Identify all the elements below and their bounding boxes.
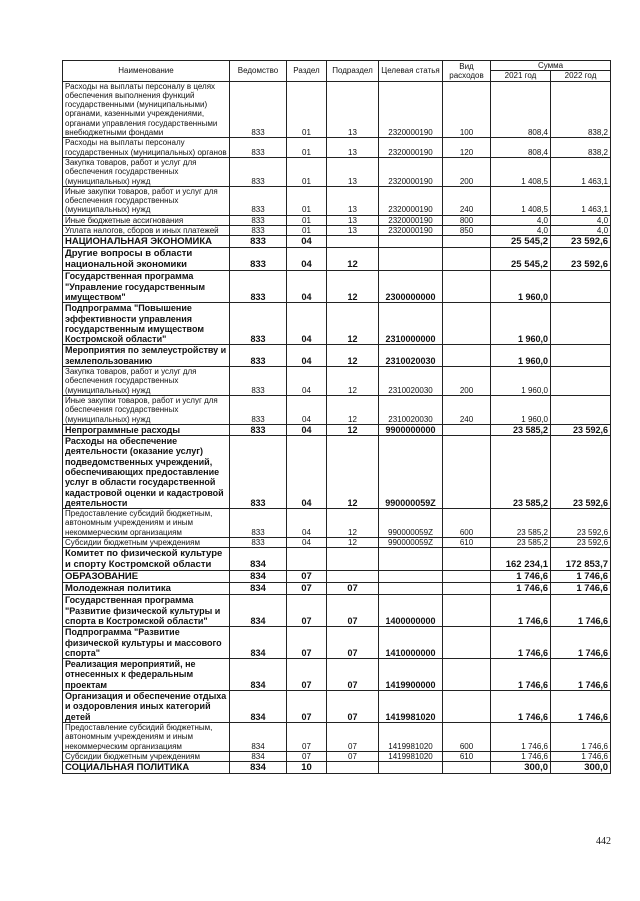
- cell-subsection: 13: [327, 186, 379, 215]
- cell-name: Иные закупки товаров, работ и услуг для обеспечения государственных (муниципальных) нужд: [63, 395, 230, 424]
- table-row: [63, 395, 611, 424]
- cell-y2021: 808,4: [491, 81, 551, 138]
- cell-target: 1419900000: [379, 659, 443, 691]
- cell-name: Комитет по физической культуре и спорту Костромской области: [63, 548, 230, 571]
- table-row: [63, 659, 611, 691]
- table-row: [63, 303, 611, 345]
- cell-y2022: [551, 271, 611, 303]
- cell-dept: 833: [230, 395, 287, 424]
- cell-subsection: 12: [327, 303, 379, 345]
- cell-type: 240: [443, 395, 491, 424]
- cell-section: 01: [287, 81, 327, 138]
- cell-section: [287, 548, 327, 571]
- cell-target: 1400000000: [379, 595, 443, 627]
- cell-section: 01: [287, 215, 327, 225]
- cell-subsection: 12: [327, 367, 379, 396]
- table-row: [63, 762, 611, 774]
- cell-dept: 834: [230, 627, 287, 659]
- cell-subsection: 12: [327, 271, 379, 303]
- cell-target: 1410000000: [379, 627, 443, 659]
- cell-target: 2310020030: [379, 367, 443, 396]
- cell-y2021: 1 746,6: [491, 627, 551, 659]
- table-row: [63, 538, 611, 548]
- table-row: [63, 509, 611, 538]
- cell-y2022: 23 592,6: [551, 424, 611, 435]
- cell-type: 200: [443, 157, 491, 186]
- cell-y2022: 4,0: [551, 215, 611, 225]
- cell-type: [443, 627, 491, 659]
- cell-section: 07: [287, 722, 327, 751]
- cell-type: [443, 271, 491, 303]
- cell-subsection: [327, 762, 379, 774]
- table-row: [63, 583, 611, 595]
- table-row: [63, 751, 611, 761]
- cell-type: 800: [443, 215, 491, 225]
- cell-y2022: 1 746,6: [551, 751, 611, 761]
- cell-target: 9900000000: [379, 424, 443, 435]
- cell-subsection: 13: [327, 157, 379, 186]
- table-row: [63, 271, 611, 303]
- cell-y2022: [551, 303, 611, 345]
- cell-dept: 833: [230, 436, 287, 509]
- cell-dept: 833: [230, 367, 287, 396]
- page-number: 442: [596, 836, 611, 847]
- cell-target: [379, 762, 443, 774]
- cell-name: Организация и обеспечение отдыха и оздоровления иных категорий детей: [63, 691, 230, 723]
- cell-y2021: 1 746,6: [491, 691, 551, 723]
- cell-y2021: 25 545,2: [491, 248, 551, 271]
- table-row: [63, 186, 611, 215]
- cell-name: Уплата налогов, сборов и иных платежей: [63, 226, 230, 236]
- cell-section: 07: [287, 571, 327, 583]
- cell-target: 1419981020: [379, 751, 443, 761]
- cell-y2021: 4,0: [491, 215, 551, 225]
- cell-type: [443, 424, 491, 435]
- header-dept: Ведомство: [230, 61, 287, 82]
- cell-subsection: 07: [327, 691, 379, 723]
- cell-section: 10: [287, 762, 327, 774]
- cell-y2022: 838,2: [551, 81, 611, 138]
- table-row: [63, 627, 611, 659]
- cell-subsection: [327, 571, 379, 583]
- cell-target: 1419981020: [379, 691, 443, 723]
- cell-target: 2310020030: [379, 395, 443, 424]
- cell-y2021: 23 585,2: [491, 436, 551, 509]
- cell-subsection: 13: [327, 215, 379, 225]
- table-row: [63, 691, 611, 723]
- cell-type: 610: [443, 538, 491, 548]
- cell-type: [443, 436, 491, 509]
- cell-type: [443, 691, 491, 723]
- cell-name: Иные бюджетные ассигнования: [63, 215, 230, 225]
- cell-y2022: 1 746,6: [551, 595, 611, 627]
- cell-section: 01: [287, 157, 327, 186]
- cell-y2022: 300,0: [551, 762, 611, 774]
- cell-dept: 834: [230, 548, 287, 571]
- table-row: [63, 548, 611, 571]
- cell-subsection: 07: [327, 751, 379, 761]
- cell-y2021: 1 408,5: [491, 186, 551, 215]
- cell-y2021: 1 960,0: [491, 345, 551, 367]
- cell-target: 2320000190: [379, 138, 443, 158]
- cell-target: [379, 583, 443, 595]
- cell-y2021: 1 746,6: [491, 583, 551, 595]
- cell-y2021: 23 585,2: [491, 509, 551, 538]
- cell-y2021: 23 585,2: [491, 538, 551, 548]
- cell-y2021: 300,0: [491, 762, 551, 774]
- cell-target: 2310000000: [379, 303, 443, 345]
- cell-target: 2310020030: [379, 345, 443, 367]
- header-subsection: Подраздел: [327, 61, 379, 82]
- cell-dept: 834: [230, 583, 287, 595]
- cell-dept: 833: [230, 236, 287, 248]
- cell-type: 200: [443, 367, 491, 396]
- cell-section: 04: [287, 436, 327, 509]
- budget-table-sheet: [62, 60, 610, 774]
- cell-dept: 834: [230, 691, 287, 723]
- cell-section: 04: [287, 395, 327, 424]
- cell-subsection: 12: [327, 248, 379, 271]
- cell-type: [443, 762, 491, 774]
- cell-name: Государственная программа "Развитие физической культуры и спорта в Костромской области": [63, 595, 230, 627]
- cell-name: Предоставление субсидий бюджетным, автономным учреждениям и иным некоммерческим организациям: [63, 722, 230, 751]
- cell-type: 120: [443, 138, 491, 158]
- table-row: [63, 215, 611, 225]
- cell-subsection: [327, 548, 379, 571]
- cell-subsection: 12: [327, 436, 379, 509]
- cell-dept: 833: [230, 138, 287, 158]
- cell-y2021: 808,4: [491, 138, 551, 158]
- cell-subsection: 12: [327, 345, 379, 367]
- cell-subsection: 12: [327, 509, 379, 538]
- cell-section: 04: [287, 248, 327, 271]
- cell-target: 2320000190: [379, 226, 443, 236]
- cell-type: [443, 583, 491, 595]
- cell-subsection: 13: [327, 81, 379, 138]
- cell-name: Иные закупки товаров, работ и услуг для обеспечения государственных (муниципальных) нужд: [63, 186, 230, 215]
- table-row: [63, 81, 611, 138]
- cell-type: [443, 345, 491, 367]
- header-name: Наименование: [63, 61, 230, 82]
- cell-subsection: 07: [327, 583, 379, 595]
- cell-y2022: 23 592,6: [551, 236, 611, 248]
- cell-y2021: 1 960,0: [491, 271, 551, 303]
- table-row: [63, 226, 611, 236]
- table-row: [63, 722, 611, 751]
- cell-type: 600: [443, 509, 491, 538]
- cell-type: 610: [443, 751, 491, 761]
- cell-name: Закупка товаров, работ и услуг для обеспечения государственных (муниципальных) нужд: [63, 367, 230, 396]
- cell-subsection: 07: [327, 659, 379, 691]
- cell-dept: 833: [230, 303, 287, 345]
- cell-section: 04: [287, 271, 327, 303]
- cell-name: Молодежная политика: [63, 583, 230, 595]
- cell-type: [443, 548, 491, 571]
- cell-dept: 834: [230, 595, 287, 627]
- cell-name: Непрограммные расходы: [63, 424, 230, 435]
- cell-type: [443, 303, 491, 345]
- cell-name: Другие вопросы в области национальной экономики: [63, 248, 230, 271]
- cell-name: Субсидии бюджетным учреждениям: [63, 538, 230, 548]
- cell-section: 04: [287, 424, 327, 435]
- cell-target: [379, 571, 443, 583]
- cell-section: 07: [287, 691, 327, 723]
- cell-y2022: [551, 345, 611, 367]
- cell-y2021: 162 234,1: [491, 548, 551, 571]
- cell-y2021: 1 960,0: [491, 367, 551, 396]
- cell-y2022: 1 463,1: [551, 186, 611, 215]
- cell-name: Закупка товаров, работ и услуг для обеспечения государственных (муниципальных) нужд: [63, 157, 230, 186]
- cell-section: 04: [287, 345, 327, 367]
- cell-target: 2320000190: [379, 81, 443, 138]
- table-row: [63, 157, 611, 186]
- cell-section: 01: [287, 138, 327, 158]
- cell-section: 04: [287, 509, 327, 538]
- cell-y2021: 1 746,6: [491, 595, 551, 627]
- header-section: Раздел: [287, 61, 327, 82]
- cell-subsection: 13: [327, 226, 379, 236]
- cell-dept: 834: [230, 762, 287, 774]
- cell-name: НАЦИОНАЛЬНАЯ ЭКОНОМИКА: [63, 236, 230, 248]
- cell-target: 2320000190: [379, 157, 443, 186]
- cell-y2022: 1 746,6: [551, 691, 611, 723]
- table-row: [63, 138, 611, 158]
- cell-target: 2320000190: [379, 215, 443, 225]
- cell-y2021: 1 960,0: [491, 303, 551, 345]
- cell-subsection: 12: [327, 538, 379, 548]
- cell-dept: 834: [230, 751, 287, 761]
- cell-name: СОЦИАЛЬНАЯ ПОЛИТИКА: [63, 762, 230, 774]
- cell-section: 04: [287, 367, 327, 396]
- table-row: [63, 236, 611, 248]
- cell-type: [443, 571, 491, 583]
- cell-name: Реализация мероприятий, не отнесенных к федеральным проектам: [63, 659, 230, 691]
- cell-y2022: 23 592,6: [551, 436, 611, 509]
- cell-name: Субсидии бюджетным учреждениям: [63, 751, 230, 761]
- cell-y2022: 1 746,6: [551, 722, 611, 751]
- cell-y2022: [551, 367, 611, 396]
- cell-target: [379, 236, 443, 248]
- cell-dept: 833: [230, 226, 287, 236]
- cell-section: 04: [287, 538, 327, 548]
- cell-y2022: 23 592,6: [551, 509, 611, 538]
- cell-dept: 834: [230, 722, 287, 751]
- cell-dept: 833: [230, 186, 287, 215]
- cell-name: Расходы на выплаты персоналу государственных (муниципальных) органов: [63, 138, 230, 158]
- cell-y2022: 1 463,1: [551, 157, 611, 186]
- cell-y2021: 1 746,6: [491, 659, 551, 691]
- cell-y2021: 23 585,2: [491, 424, 551, 435]
- cell-target: 990000059Z: [379, 509, 443, 538]
- cell-y2021: 1 960,0: [491, 395, 551, 424]
- cell-subsection: 07: [327, 722, 379, 751]
- cell-type: [443, 236, 491, 248]
- table-body: [63, 81, 611, 774]
- cell-type: [443, 248, 491, 271]
- cell-subsection: 12: [327, 395, 379, 424]
- header-sum: Сумма: [491, 61, 611, 71]
- header-2022: 2022 год: [551, 71, 611, 81]
- cell-subsection: 07: [327, 595, 379, 627]
- cell-y2022: 1 746,6: [551, 571, 611, 583]
- cell-section: 07: [287, 627, 327, 659]
- cell-dept: 834: [230, 571, 287, 583]
- cell-y2021: 1 746,6: [491, 571, 551, 583]
- cell-target: [379, 248, 443, 271]
- cell-subsection: 12: [327, 424, 379, 435]
- cell-name: Мероприятия по землеустройству и землепользованию: [63, 345, 230, 367]
- cell-y2022: 23 592,6: [551, 538, 611, 548]
- cell-target: [379, 548, 443, 571]
- cell-subsection: 13: [327, 138, 379, 158]
- cell-y2022: 1 746,6: [551, 627, 611, 659]
- header-2021: 2021 год: [491, 71, 551, 81]
- cell-y2022: 1 746,6: [551, 583, 611, 595]
- table-row: [63, 248, 611, 271]
- cell-name: Расходы на выплаты персоналу в целях обеспечения выполнения функций государственными (муниципальными) органами, казенными учреждениями, органами управления государственными внебюджетными фондами: [63, 81, 230, 138]
- cell-section: 01: [287, 186, 327, 215]
- cell-dept: 833: [230, 345, 287, 367]
- cell-type: [443, 595, 491, 627]
- cell-section: 04: [287, 303, 327, 345]
- budget-table: [62, 60, 611, 774]
- cell-target: 2300000000: [379, 271, 443, 303]
- cell-target: 990000059Z: [379, 538, 443, 548]
- cell-dept: 833: [230, 271, 287, 303]
- table-row: [63, 436, 611, 509]
- table-row: [63, 571, 611, 583]
- header-target: Целевая статья: [379, 61, 443, 82]
- cell-section: 01: [287, 226, 327, 236]
- cell-section: 07: [287, 659, 327, 691]
- cell-target: 1419981020: [379, 722, 443, 751]
- cell-dept: 833: [230, 248, 287, 271]
- cell-subsection: 07: [327, 627, 379, 659]
- table-row: [63, 595, 611, 627]
- cell-dept: 834: [230, 659, 287, 691]
- table-row: [63, 367, 611, 396]
- cell-name: Подпрограмма "Повышение эффективности управления государственным имуществом Костромской области": [63, 303, 230, 345]
- cell-dept: 833: [230, 81, 287, 138]
- cell-dept: 833: [230, 424, 287, 435]
- cell-name: Государственная программа "Управление государственным имуществом": [63, 271, 230, 303]
- table-row: [63, 345, 611, 367]
- cell-target: 990000059Z: [379, 436, 443, 509]
- cell-section: 07: [287, 751, 327, 761]
- cell-name: ОБРАЗОВАНИЕ: [63, 571, 230, 583]
- cell-type: 600: [443, 722, 491, 751]
- cell-y2021: 1 746,6: [491, 722, 551, 751]
- cell-y2021: 1 408,5: [491, 157, 551, 186]
- cell-subsection: [327, 236, 379, 248]
- cell-y2021: 4,0: [491, 226, 551, 236]
- cell-name: Предоставление субсидий бюджетным, автономным учреждениям и иным некоммерческим организациям: [63, 509, 230, 538]
- cell-name: Подпрограмма "Развитие физической культуры и массового спорта": [63, 627, 230, 659]
- header-type: Вид расходов: [443, 61, 491, 82]
- cell-y2022: 838,2: [551, 138, 611, 158]
- cell-type: 240: [443, 186, 491, 215]
- cell-type: 100: [443, 81, 491, 138]
- cell-y2022: 4,0: [551, 226, 611, 236]
- cell-type: [443, 659, 491, 691]
- cell-y2022: 172 853,7: [551, 548, 611, 571]
- cell-dept: 833: [230, 215, 287, 225]
- cell-target: 2320000190: [379, 186, 443, 215]
- cell-y2022: 1 746,6: [551, 659, 611, 691]
- cell-y2021: 25 545,2: [491, 236, 551, 248]
- cell-name: Расходы на обеспечение деятельности (оказание услуг) подведомственных учреждений, обеспечивающих предоставление услуг в области государственной кадастровой оценки и кадастровой деятельности: [63, 436, 230, 509]
- cell-dept: 833: [230, 509, 287, 538]
- cell-section: 07: [287, 595, 327, 627]
- cell-y2022: [551, 395, 611, 424]
- cell-section: 04: [287, 236, 327, 248]
- cell-y2021: 1 746,6: [491, 751, 551, 761]
- table-row: [63, 424, 611, 435]
- cell-y2022: 23 592,6: [551, 248, 611, 271]
- cell-dept: 833: [230, 157, 287, 186]
- cell-section: 07: [287, 583, 327, 595]
- cell-type: 850: [443, 226, 491, 236]
- cell-dept: 833: [230, 538, 287, 548]
